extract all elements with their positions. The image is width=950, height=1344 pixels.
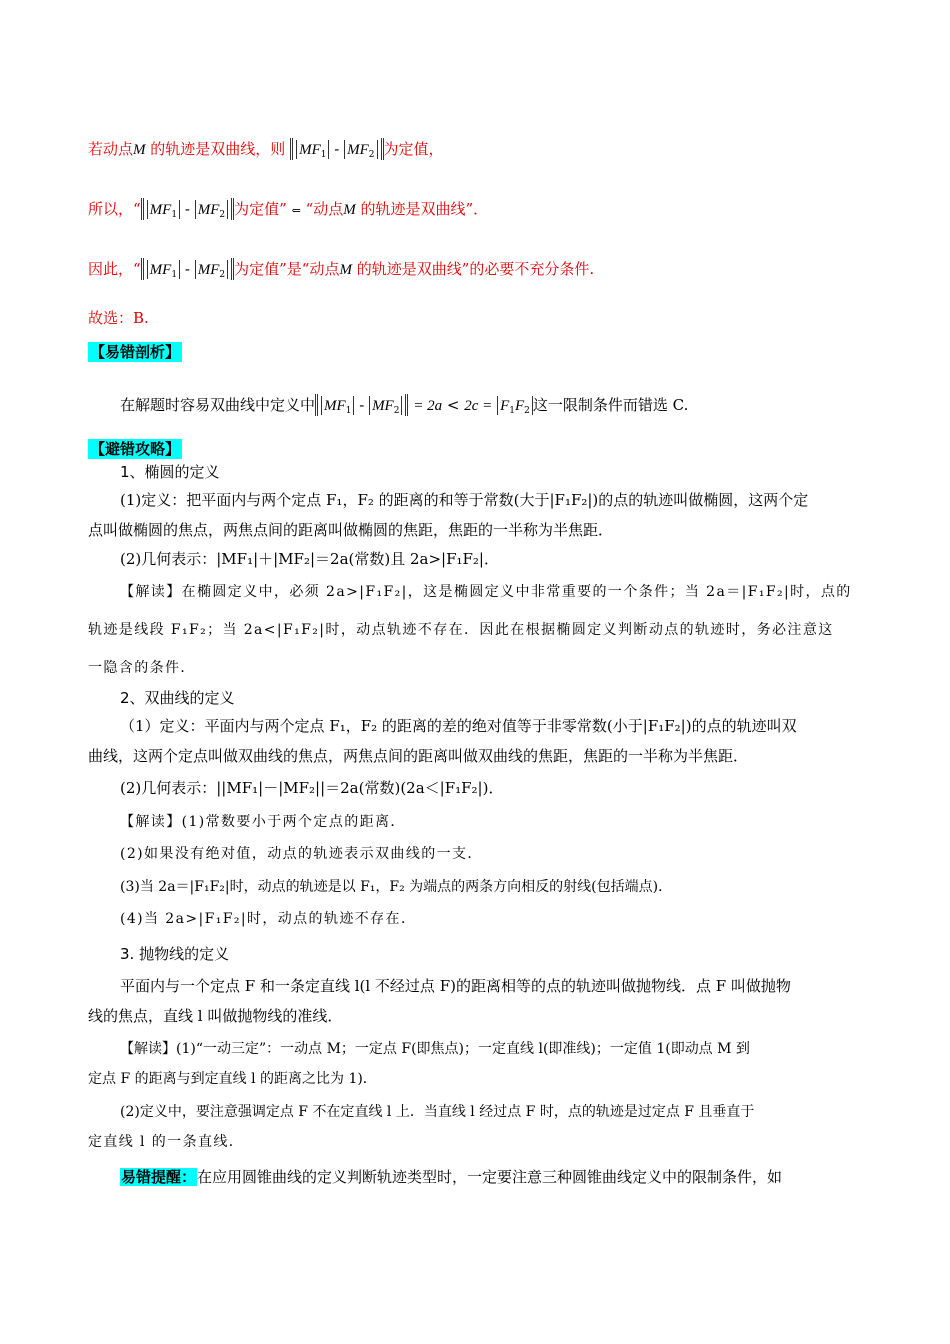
text: 因此，“ [88, 260, 141, 278]
math-abs-diff: $MF_1 - MF_2$ [290, 138, 383, 160]
hyperbola-def-1: （1）定义：平面内与两个定点 F₁，F₂ 的距离的差的绝对值等于非零常数(小于|F₁F₂|)的点的轨迹叫双 [120, 717, 797, 735]
solution-line-3 [88, 258, 594, 280]
math-M: M [339, 262, 352, 278]
reminder-label: 易错提醒： [121, 1168, 197, 1186]
text: 为定值” [234, 200, 287, 218]
math-abs-diff: $MF_1 - MF_2$ [141, 258, 234, 280]
text: 为定值， [383, 140, 444, 158]
text: 所以，“ [88, 200, 141, 218]
solution-answer: 故选：B. [88, 309, 149, 327]
text: 的轨迹是双曲线”的必要不充分条件. [351, 260, 595, 278]
text: 的轨迹是双曲线”． [355, 200, 489, 218]
hyperbola-geo: (2)几何表示：||MF₁|－|MF₂||＝2a(常数)(2a＜|F₁F₂|)． [120, 779, 504, 797]
ellipse-geo: (2)几何表示：|MF₁|＋|MF₂|＝2a(常数)且 2a>|F₁F₂|． [120, 550, 499, 568]
section-avoid-title: 【避错攻略】 [90, 440, 181, 458]
math-lt: < [446, 396, 460, 414]
solution-line-2 [88, 198, 488, 221]
math-F1F2: $F_1F_2$ [497, 396, 533, 415]
parabola-def-1: 平面内与一个定点 F 和一条定直线 l(l 不经过点 F)的距离相等的点的轨迹叫做抛物线．点 F 叫做抛物 [120, 977, 791, 995]
text: “动点 [305, 200, 344, 218]
reminder-text: 在应用圆锥曲线的定义判断轨迹类型时，一定要注意三种圆锥曲线定义中的限制条件，如 [197, 1168, 783, 1186]
ellipse-read-2: 轨迹是线段 F₁F₂；当 2a<|F₁F₂|时，动点轨迹不存在．因此在根据椭圆定义判断动点的轨迹时，务必注意这 [88, 622, 834, 638]
error-analysis-text: 在解题时容易双曲线中定义中 $MF_1 - MF_2 = 2a < 2c = F_1F_2$ 这一限制条件而错选 C. [120, 396, 689, 416]
solution-line-1 [88, 138, 444, 160]
hyperbola-def-2: 曲线，这两个定点叫做双曲线的焦点，两焦点间的距离叫做双曲线的焦距，焦距的一半称为半焦距． [88, 747, 749, 765]
parabola-read-4: 定直线 l 的一条直线． [88, 1134, 245, 1150]
ellipse-heading: 1、椭圆的定义 [120, 463, 220, 481]
hyperbola-read-1: 【解读】(1)常数要小于两个定点的距离． [120, 814, 406, 830]
hyperbola-heading: 2、双曲线的定义 [120, 689, 235, 707]
hyperbola-read-2: (2)如果没有绝对值，动点的轨迹表示双曲线的一支． [120, 846, 483, 862]
math-abs-diff: $MF_1 - MF_2$ [315, 394, 408, 416]
error-reminder [120, 1167, 782, 1187]
parabola-read-2: 定点 F 的距离与到定直线 l 的距离之比为 1)． [88, 1071, 377, 1087]
math-2c: 2c = [464, 398, 493, 414]
text: 若动点 [88, 140, 134, 158]
math-abs-diff: $MF_1 - MF_2$ [141, 198, 234, 220]
implied-by-symbol: ⇐ [291, 204, 301, 217]
parabola-read-1: 【解读】(1)“一动三定”：一动点 M；一定点 F(即焦点)；一定直线 l(即准线)；一定值 1(即动点 M 到 [120, 1041, 750, 1057]
ellipse-read-1: 【解读】在椭圆定义中，必须 2a>|F₁F₂|，这是椭圆定义中非常重要的一个条件；当 2a＝|F₁F₂|时，点的 [120, 584, 852, 600]
ellipse-read-3: 一隐含的条件． [88, 660, 196, 676]
parabola-heading: 3. 抛物线的定义 [120, 945, 230, 963]
parabola-read-3: (2)定义中，要注意强调定点 F 不在定直线 l 上．当直线 l 经过点 F 时，点的轨迹是过定点 F 且垂直于 [120, 1104, 755, 1120]
math-M: M [133, 142, 146, 158]
math-eq: = 2a [413, 398, 443, 414]
ellipse-def-1: (1)定义：把平面内与两个定点 F₁，F₂ 的距离的和等于常数(大于|F₁F₂|)的点的轨迹叫做椭圆，这两个定 [120, 491, 809, 509]
math-M: M [343, 202, 356, 218]
ellipse-def-2: 点叫做椭圆的焦点，两焦点间的距离叫做椭圆的焦距，焦距的一半称为半焦距． [88, 521, 614, 539]
parabola-def-2: 线的焦点，直线 l 叫做抛物线的准线． [88, 1007, 343, 1025]
text: 为定值”是“动点 [234, 260, 340, 278]
hyperbola-read-3: (3)当 2a＝|F₁F₂|时，动点的轨迹是以 F₁，F₂ 为端点的两条方向相反的射线(包括端点)． [120, 879, 673, 895]
hyperbola-read-4: (4)当 2a>|F₁F₂|时，动点的轨迹不存在． [120, 911, 417, 927]
text: 的轨迹是双曲线，则 [145, 140, 286, 158]
section-error-analysis-title: 【易错剖析】 [90, 343, 181, 361]
